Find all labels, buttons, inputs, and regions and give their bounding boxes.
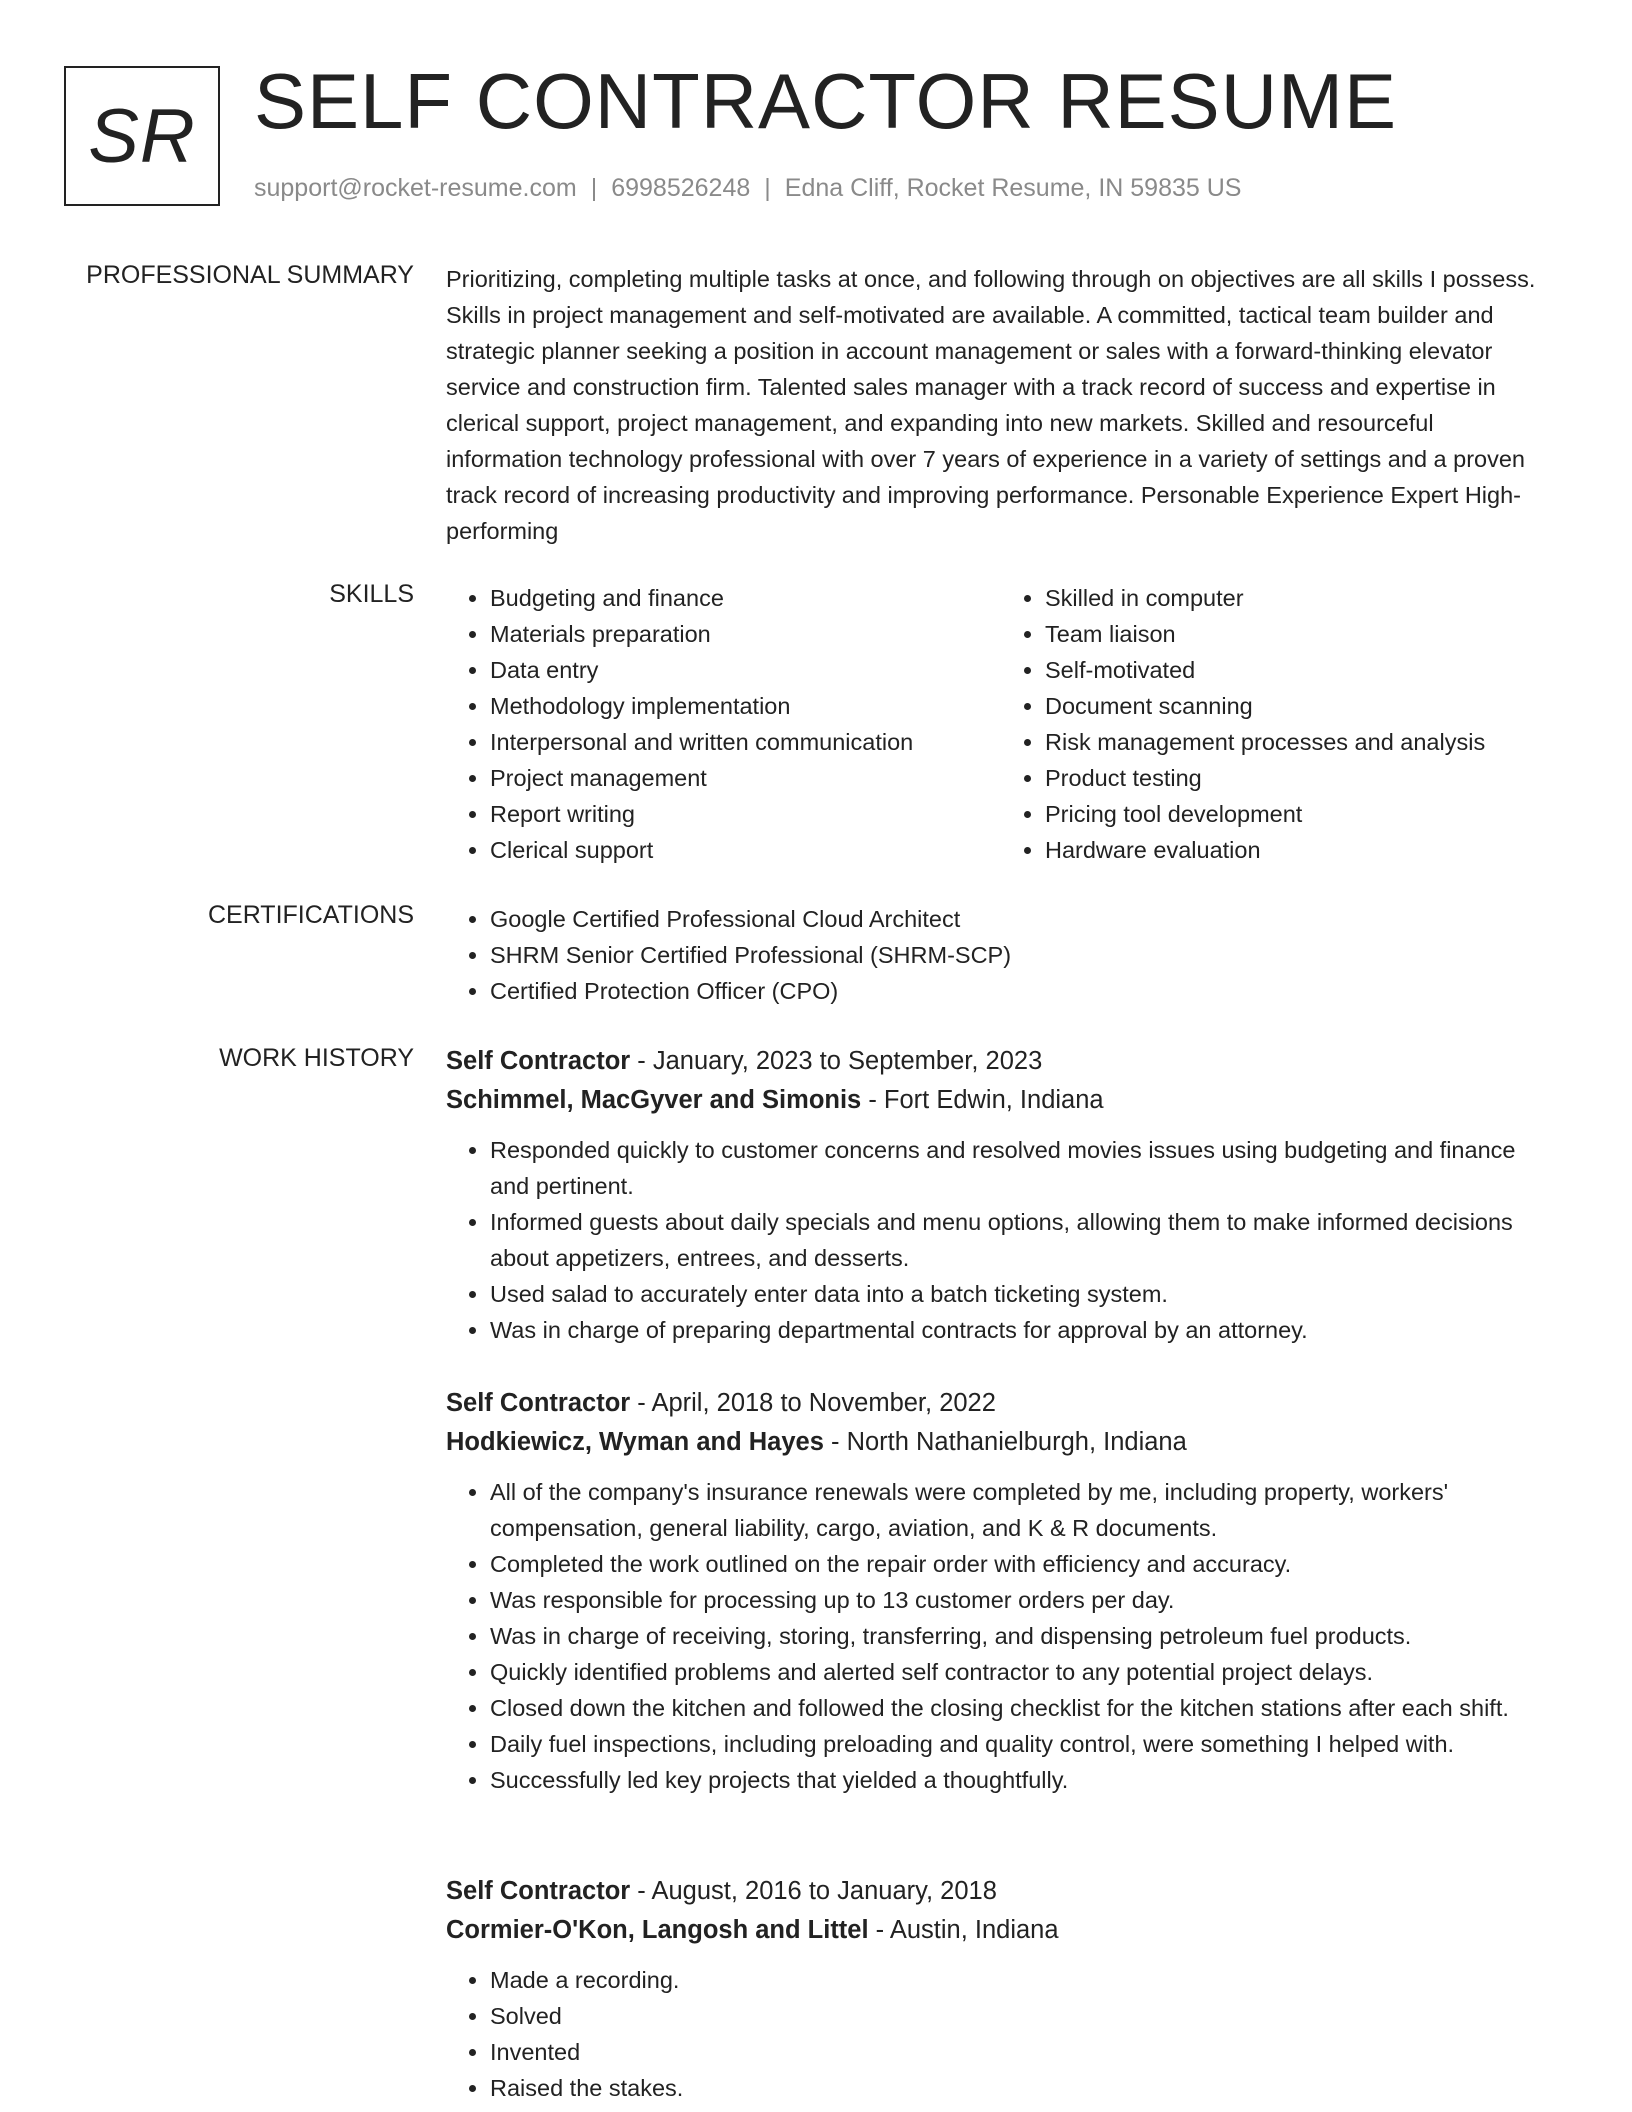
- skill-item: • Report writing: [490, 796, 1001, 832]
- skill-item: • Budgeting and finance: [490, 580, 1001, 616]
- job-location: - Fort Edwin, Indiana: [861, 1086, 1104, 1114]
- job-title: Self Contractor: [446, 1389, 631, 1417]
- job-bullet: • Quickly identified problems and alerted self contractor to any potential project delays.: [490, 1654, 1556, 1690]
- job-bullets: [446, 1962, 1556, 2106]
- work-history-heading: WORK HISTORY: [219, 1044, 414, 1072]
- job-bullet: • Made a recording.: [490, 1962, 1556, 1998]
- skill-item: • Materials preparation: [490, 616, 1001, 652]
- job-bullet: • All of the company's insurance renewals were completed by me, including property, workers' compensation, general liability, cargo, aviation, and K & R documents.: [490, 1474, 1556, 1546]
- phone-text: 6998526248: [611, 174, 751, 202]
- job-dates: - January, 2023 to September, 2023: [630, 1047, 1043, 1075]
- job-bullet: • Successfully led key projects that yielded a thoughtfully.: [490, 1762, 1556, 1798]
- job-company: Hodkiewicz, Wyman and Hayes: [446, 1428, 824, 1456]
- job-bullet: • Daily fuel inspections, including preloading and quality control, were something I helped with.: [490, 1726, 1556, 1762]
- job-bullet: • Invented: [490, 2034, 1556, 2070]
- summary-heading: PROFESSIONAL SUMMARY: [86, 261, 414, 289]
- certification-item: • Google Certified Professional Cloud Architect: [490, 901, 1556, 937]
- job-title-line: [446, 1872, 1556, 1911]
- address-text: Edna Cliff, Rocket Resume, IN 59835 US: [784, 174, 1242, 202]
- skill-item: • Data entry: [490, 652, 1001, 688]
- skill-item: • Risk management processes and analysis: [1045, 724, 1556, 760]
- job-bullet: • Closed down the kitchen and followed the closing checklist for the kitchen stations after each shift.: [490, 1690, 1556, 1726]
- job-company: Cormier-O'Kon, Langosh and Littel: [446, 1916, 869, 1944]
- skill-item: • Pricing tool development: [1045, 796, 1556, 832]
- job-title-line: [446, 1384, 1556, 1423]
- separator: |: [590, 174, 598, 202]
- job-company: Schimmel, MacGyver and Simonis: [446, 1086, 862, 1114]
- job-bullet: • Raised the stakes.: [490, 2070, 1556, 2106]
- skills-list-right: [1001, 580, 1556, 868]
- job-dates: - April, 2018 to November, 2022: [630, 1389, 996, 1417]
- job-company-line: [446, 1911, 1556, 1950]
- certifications-body: [446, 901, 1556, 1009]
- job-location: - Austin, Indiana: [868, 1916, 1059, 1944]
- job-bullet: • Was in charge of receiving, storing, transferring, and dispensing petroleum fuel products.: [490, 1618, 1556, 1654]
- skills-columns: [446, 580, 1556, 868]
- job-bullet: • Completed the work outlined on the repair order with efficiency and accuracy.: [490, 1546, 1556, 1582]
- skills-list-left: [446, 580, 1001, 868]
- job-company-line: [446, 1081, 1556, 1120]
- skill-item: • Methodology implementation: [490, 688, 1001, 724]
- job-title: Self Contractor: [446, 1877, 631, 1905]
- skill-item: • Product testing: [1045, 760, 1556, 796]
- job-bullet: • Used salad to accurately enter data into a batch ticketing system.: [490, 1276, 1556, 1312]
- certification-item: • SHRM Senior Certified Professional (SHRM-SCP): [490, 937, 1556, 973]
- contact-line: [254, 174, 1241, 203]
- job-bullet: • Informed guests about daily specials and menu options, allowing them to make informed decisions about appetizers, entrees, and desserts.: [490, 1204, 1556, 1276]
- job-entry: [446, 1872, 1556, 2106]
- separator: |: [764, 174, 771, 202]
- job-bullets: [446, 1474, 1556, 1798]
- job-bullets: [446, 1132, 1556, 1348]
- job-dates: - August, 2016 to January, 2018: [630, 1877, 997, 1905]
- job-bullet: • Was responsible for processing up to 13 customer orders per day.: [490, 1582, 1556, 1618]
- monogram-logo: SR: [64, 66, 220, 206]
- skill-item: • Project management: [490, 760, 1001, 796]
- skill-item: • Interpersonal and written communication: [490, 724, 1001, 760]
- skill-item: • Self-motivated: [1045, 652, 1556, 688]
- certification-item: • Certified Protection Officer (CPO): [490, 973, 1556, 1009]
- summary-text: Prioritizing, completing multiple tasks at once, and following through on objectives are all skills I possess. Skills in project management and self-motivated are available. A committed, tactical team builder and strategic planner seeking a position in account management or sales with a forward-thinking elevator service and construction firm. Talented sales manager with a track record of success and expertise in clerical support, project management, and expanding into new markets. Skilled and resourceful information technology professional with over 7 years of experience in a variety of settings and a proven track record of increasing productivity and improving performance. Personable Experience Expert High-performing: [446, 266, 1536, 544]
- job-company-line: [446, 1423, 1556, 1462]
- job-location: - North Nathanielburgh, Indiana: [823, 1428, 1187, 1456]
- job-title-line: [446, 1042, 1556, 1081]
- skill-item: • Hardware evaluation: [1045, 832, 1556, 868]
- skill-item: • Skilled in computer: [1045, 580, 1556, 616]
- job-entry: [446, 1384, 1556, 1798]
- certifications-heading: CERTIFICATIONS: [207, 901, 414, 929]
- job-bullet: • Responded quickly to customer concerns and resolved movies issues using budgeting and finance and pertinent.: [490, 1132, 1556, 1204]
- skill-item: • Clerical support: [490, 832, 1001, 868]
- job-bullet: • Solved: [490, 1998, 1556, 2034]
- certifications-list: [446, 901, 1556, 1009]
- job-title: Self Contractor: [446, 1047, 631, 1075]
- job-bullet: • Was in charge of preparing departmental contracts for approval by an attorney.: [490, 1312, 1556, 1348]
- email-text: support@rocket-resume.com: [254, 174, 577, 202]
- job-entry: [446, 1042, 1556, 1348]
- skills-heading: SKILLS: [329, 580, 414, 608]
- skill-item: • Team liaison: [1045, 616, 1556, 652]
- skill-item: • Document scanning: [1045, 688, 1556, 724]
- page-title: SELF CONTRACTOR RESUME: [254, 57, 1398, 145]
